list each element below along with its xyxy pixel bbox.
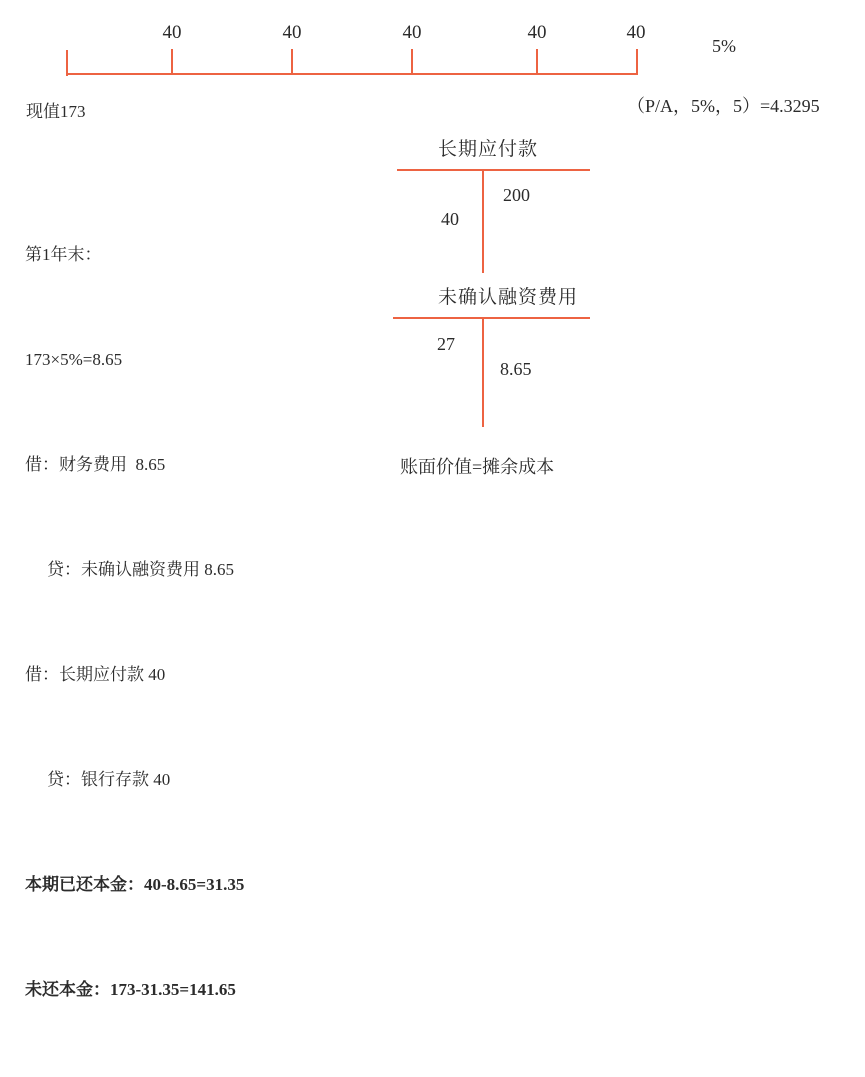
t-account-top-line [397, 169, 590, 171]
journal-line: 贷：未确认融资费用 8.65 [47, 560, 234, 579]
journal-line: 借：长期应付款 40 [25, 665, 166, 684]
t-account-debit-value: 27 [437, 334, 455, 354]
journal-line: 173×5%=8.65 [25, 350, 123, 369]
timeline-axis-line [67, 73, 637, 75]
t-account-divider-line [482, 317, 484, 427]
timeline-tick [171, 49, 173, 75]
journal-line: 借：财务费用 8.65 [25, 455, 166, 474]
t-account-title: 未确认融资费用 [438, 287, 579, 308]
annuity-factor-label: （P/A，5%，5）=4.3295 [627, 96, 820, 116]
timeline-start-tick [66, 50, 68, 76]
payment-label: 40 [162, 22, 182, 43]
timeline-tick [536, 49, 538, 75]
timeline-tick [636, 49, 638, 75]
payment-label: 40 [282, 22, 302, 43]
payment-label: 40 [527, 22, 547, 43]
journal-line: 未还本金：173-31.35=141.65 [25, 980, 236, 999]
timeline-tick [411, 49, 413, 75]
t-account-title: 长期应付款 [438, 139, 539, 160]
payment-label: 40 [402, 22, 422, 43]
payment-label: 40 [626, 22, 646, 43]
t-account-debit-value: 40 [441, 209, 459, 229]
journal-line: 第1年末： [25, 245, 102, 264]
book-value-note: 账面价值=摊余成本 [400, 457, 555, 477]
journal-entries [25, 167, 244, 1077]
t-account-divider-line [482, 169, 484, 273]
t-account-top-line [393, 317, 590, 319]
journal-line: 贷：银行存款 40 [47, 770, 171, 789]
journal-line: 本期已还本金：40-8.65=31.35 [25, 875, 245, 894]
t-account-credit-value: 200 [503, 185, 530, 205]
timeline-tick [291, 49, 293, 75]
t-account-credit-value: 8.65 [500, 359, 532, 379]
interest-rate-label: 5% [712, 36, 736, 56]
present-value-label: 现值173 [26, 102, 86, 121]
